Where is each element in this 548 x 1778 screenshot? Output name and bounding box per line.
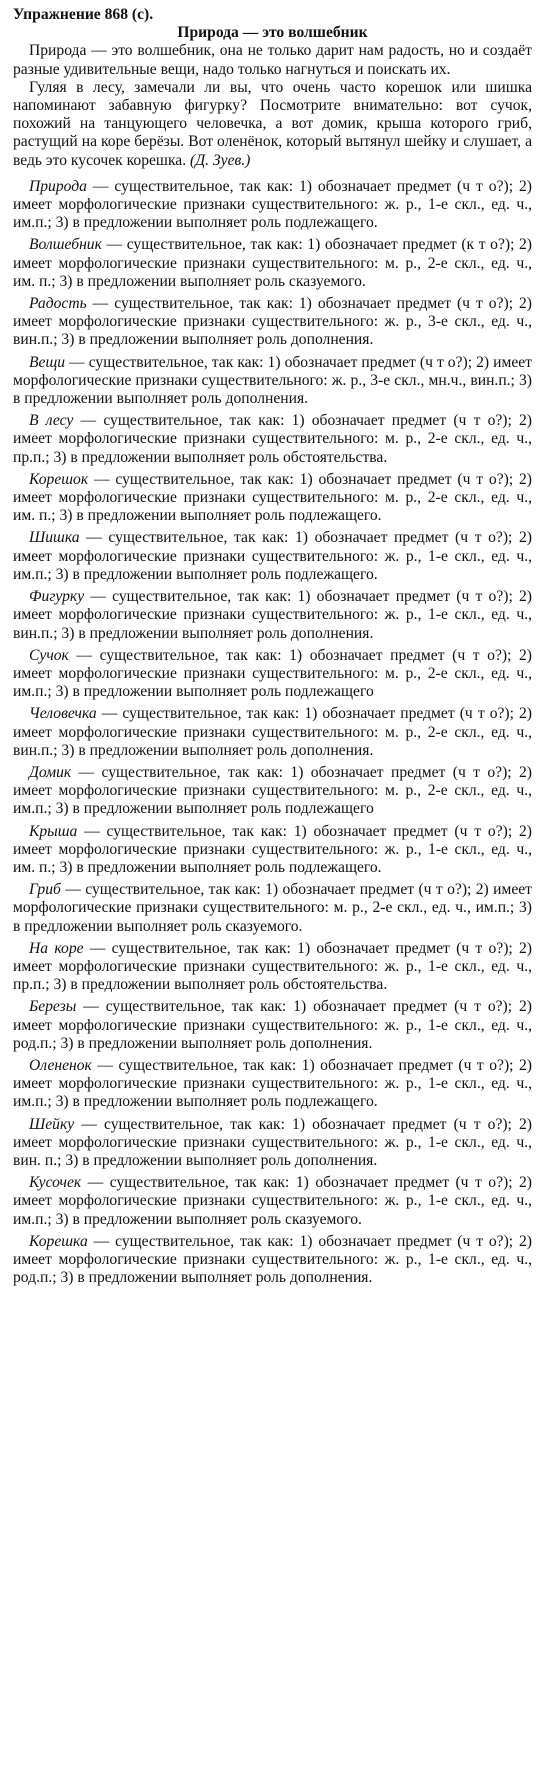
analyzed-word: Гриб <box>29 881 61 899</box>
analyzed-word: Вещи <box>29 353 66 371</box>
analysis-text: — существительное, так как: 1) обозначает предмет (ч т о?); 2) имеет морфологические признаки существительного: м. р., 2-е скл., ед. ч., им.п.; 3) в предложении выполняет роль подлежащего <box>13 646 532 701</box>
analysis-text: — существительное, так как: 1) обозначает предмет (ч т о?); 2) имеет морфологические признаки существительного: м. р., 2-е скл., ед. ч., им. п.; 3) в предложении выполняет роль подлежащего. <box>13 470 532 525</box>
analysis-text: — существительное, так как: 1) обозначает предмет (ч т о?); 2) имеет морфологические признаки существительного: ж. р., 1-е скл., ед. ч., род.п.; 3) в предложении выполняет роль дополнения. <box>13 998 532 1052</box>
analysis-text: — существительное, так как: 1) обозначает предмет (ч т о?); 2) имеет морфологические признаки существительного: ж. р., 1-е скл., ед. ч., им.п.; 3) в предложении выполняет роль сказуемого. <box>13 1174 532 1228</box>
analyzed-word: Шейку <box>29 1115 75 1133</box>
analysis-item <box>13 1233 532 1288</box>
exercise-title: Упражнение 868 (с). <box>13 6 154 23</box>
analysis-item <box>13 705 532 760</box>
analysis-item <box>13 940 532 995</box>
analysis-item <box>13 178 532 233</box>
paragraph-text: Природа — это волшебник, она не только дарит нам радость, но и создаёт разные удивительные вещи, надо только нагнуться и поискать их. <box>13 42 532 78</box>
analysis-item <box>13 881 532 936</box>
analysis-text: — существительное, так как: 1) обозначает предмет (ч т о?); 2) имеет морфологические признаки существительного: ж. р., 3-е скл., мн.ч., вин.п.; 3) в предложении выполняет роль дополнения. <box>13 353 532 408</box>
analysis-item <box>13 236 532 291</box>
analyzed-word: В лесу <box>29 412 74 430</box>
analysis-text: — существительное, так как: 1) обозначает предмет (ч т о?); 2) имеет морфологические признаки существительного: ж. р., 1-е скл., ед. ч., вин. п.; 3) в предложении выполняет роль дополнения. <box>13 1115 532 1169</box>
analysis-text: — существительное, так как: 1) обозначает предмет (ч т о?); 2) имеет морфологические признаки существительного: ж. р., 3-е скл., ед. ч., вин.п.; 3) в предложении выполняет роль дополнения. <box>13 295 532 349</box>
analysis-text: — существительное, так как: 1) обозначает предмет (ч т о?); 2) имеет морфологические признаки существительного: ж. р., 1-е скл., ед. ч., им.п.; 3) в предложении выполняет роль подлежащего. <box>13 177 532 232</box>
analysis-item <box>13 529 532 584</box>
analyzed-word: Радость <box>29 295 87 313</box>
text-title: Природа — это волшебник <box>177 24 368 42</box>
analyzed-word: Природа <box>29 177 87 195</box>
analysis-item <box>13 998 532 1053</box>
analyzed-word: Березы <box>29 998 77 1016</box>
analyzed-word: Шишка <box>29 529 80 547</box>
analyzed-word: Волшебник <box>29 236 102 254</box>
analysis-text: — существительное, так как: 1) обозначает предмет (к т о?); 2) имеет морфологические признаки существительного: м. р., 2-е скл., ед. ч., им. п.; 3) в предложении выполняет роль сказуемого. <box>13 236 532 290</box>
analysis-item <box>13 823 532 878</box>
analysis-text: — существительное, так как: 1) обозначает предмет (ч т о?); 2) имеет морфологические признаки существительного: ж. р., 1-е скл., ед. ч., им. п.; 3) в предложении выполняет роль подлежащего. <box>13 822 532 876</box>
analysis-item <box>13 295 532 350</box>
analysis-item <box>13 647 532 702</box>
analyzed-word: Корешка <box>29 1232 88 1250</box>
analyzed-word: Фигурку <box>29 588 85 606</box>
analyzed-word: Человечка <box>29 705 97 723</box>
paragraph-text: Гуляя в лесу, замечали ли вы, что очень часто корешок или шишка напоминают забавную фигурку? Посмотрите внимательно: вот сучок, похожий на танцующего человечка, а вот домик, крыша которого гриб, растущий на коре берёзы. Вот оленёнок, который вытянул шейку и слушает, а ведь это кусочек корешка. <box>13 78 532 169</box>
analysis-item <box>13 1116 532 1171</box>
analysis-text: — существительное, так как: 1) обозначает предмет (ч т о?); 2) имеет морфологические признаки существительного: м. р., 2-е скл., ед. ч., вин.п.; 3) в предложении выполняет роль дополнения. <box>13 705 532 759</box>
analysis-text: — существительное, так как: 1) обозначает предмет (ч т о?); 2) имеет морфологические признаки существительного: м. р., 2-е скл., ед. ч., им.п.; 3) в предложении выполняет роль сказуемого. <box>13 881 532 935</box>
analysis-item <box>13 412 532 467</box>
analysis-text: — существительное, так как: 1) обозначает предмет (ч т о?); 2) имеет морфологические признаки существительного: ж. р., 1-е скл., ед. ч., вин.п.; 3) в предложении выполняет роль дополнения. <box>13 588 532 642</box>
analysis-text: — существительное, так как: 1) обозначает предмет (ч т о?); 2) имеет морфологические признаки существительного: ж. р., 1-е скл., ед. ч., род.п.; 3) в предложении выполняет роль дополнения. <box>13 1232 532 1287</box>
analysis-text: — существительное, так как: 1) обозначает предмет (ч т о?); 2) имеет морфологические признаки существительного: ж. р., 1-е скл., ед. ч., им.п.; 3) в предложении выполняет роль подлежащего. <box>13 529 532 583</box>
analysis-list <box>13 178 532 1288</box>
analyzed-word: Домик <box>29 763 72 781</box>
analyzed-word: Олененок <box>29 1056 92 1074</box>
analysis-item <box>13 588 532 643</box>
text-source: (Д. Зуев.) <box>190 151 251 169</box>
analyzed-word: На коре <box>29 939 84 957</box>
analyzed-word: Корешок <box>29 470 89 488</box>
analysis-item <box>13 1174 532 1229</box>
analysis-text: — существительное, так как: 1) обозначает предмет (ч т о?); 2) имеет морфологические признаки существительного: м. р., 2-е скл., ед. ч., пр.п.; 3) в предложении выполняет роль обстоятельства. <box>13 412 532 466</box>
analyzed-word: Сучок <box>29 646 69 664</box>
analysis-item <box>13 764 532 819</box>
analyzed-word: Крыша <box>29 822 78 840</box>
text-paragraph-1 <box>13 42 532 78</box>
text-paragraph-2 <box>13 79 532 170</box>
analysis-item <box>13 471 532 526</box>
analysis-item <box>13 354 532 409</box>
analyzed-word: Кусочек <box>29 1174 82 1192</box>
analysis-text: — существительное, так как: 1) обозначает предмет (ч т о?); 2) имеет морфологические признаки существительного: ж. р., 1-е скл., ед. ч., им.п.; 3) в предложении выполняет роль подлежащего. <box>13 1056 532 1111</box>
analysis-text: — существительное, так как: 1) обозначает предмет (ч т о?); 2) имеет морфологические признаки существительного: м. р., 2-е скл., ед. ч., им.п.; 3) в предложении выполняет роль подлежащего <box>13 763 532 818</box>
analysis-item <box>13 1057 532 1112</box>
analysis-text: — существительное, так как: 1) обозначает предмет (ч т о?); 2) имеет морфологические признаки существительного: ж. р., 1-е скл., ед. ч., пр.п.; 3) в предложении выполняет роль обстоятельства. <box>13 939 532 994</box>
